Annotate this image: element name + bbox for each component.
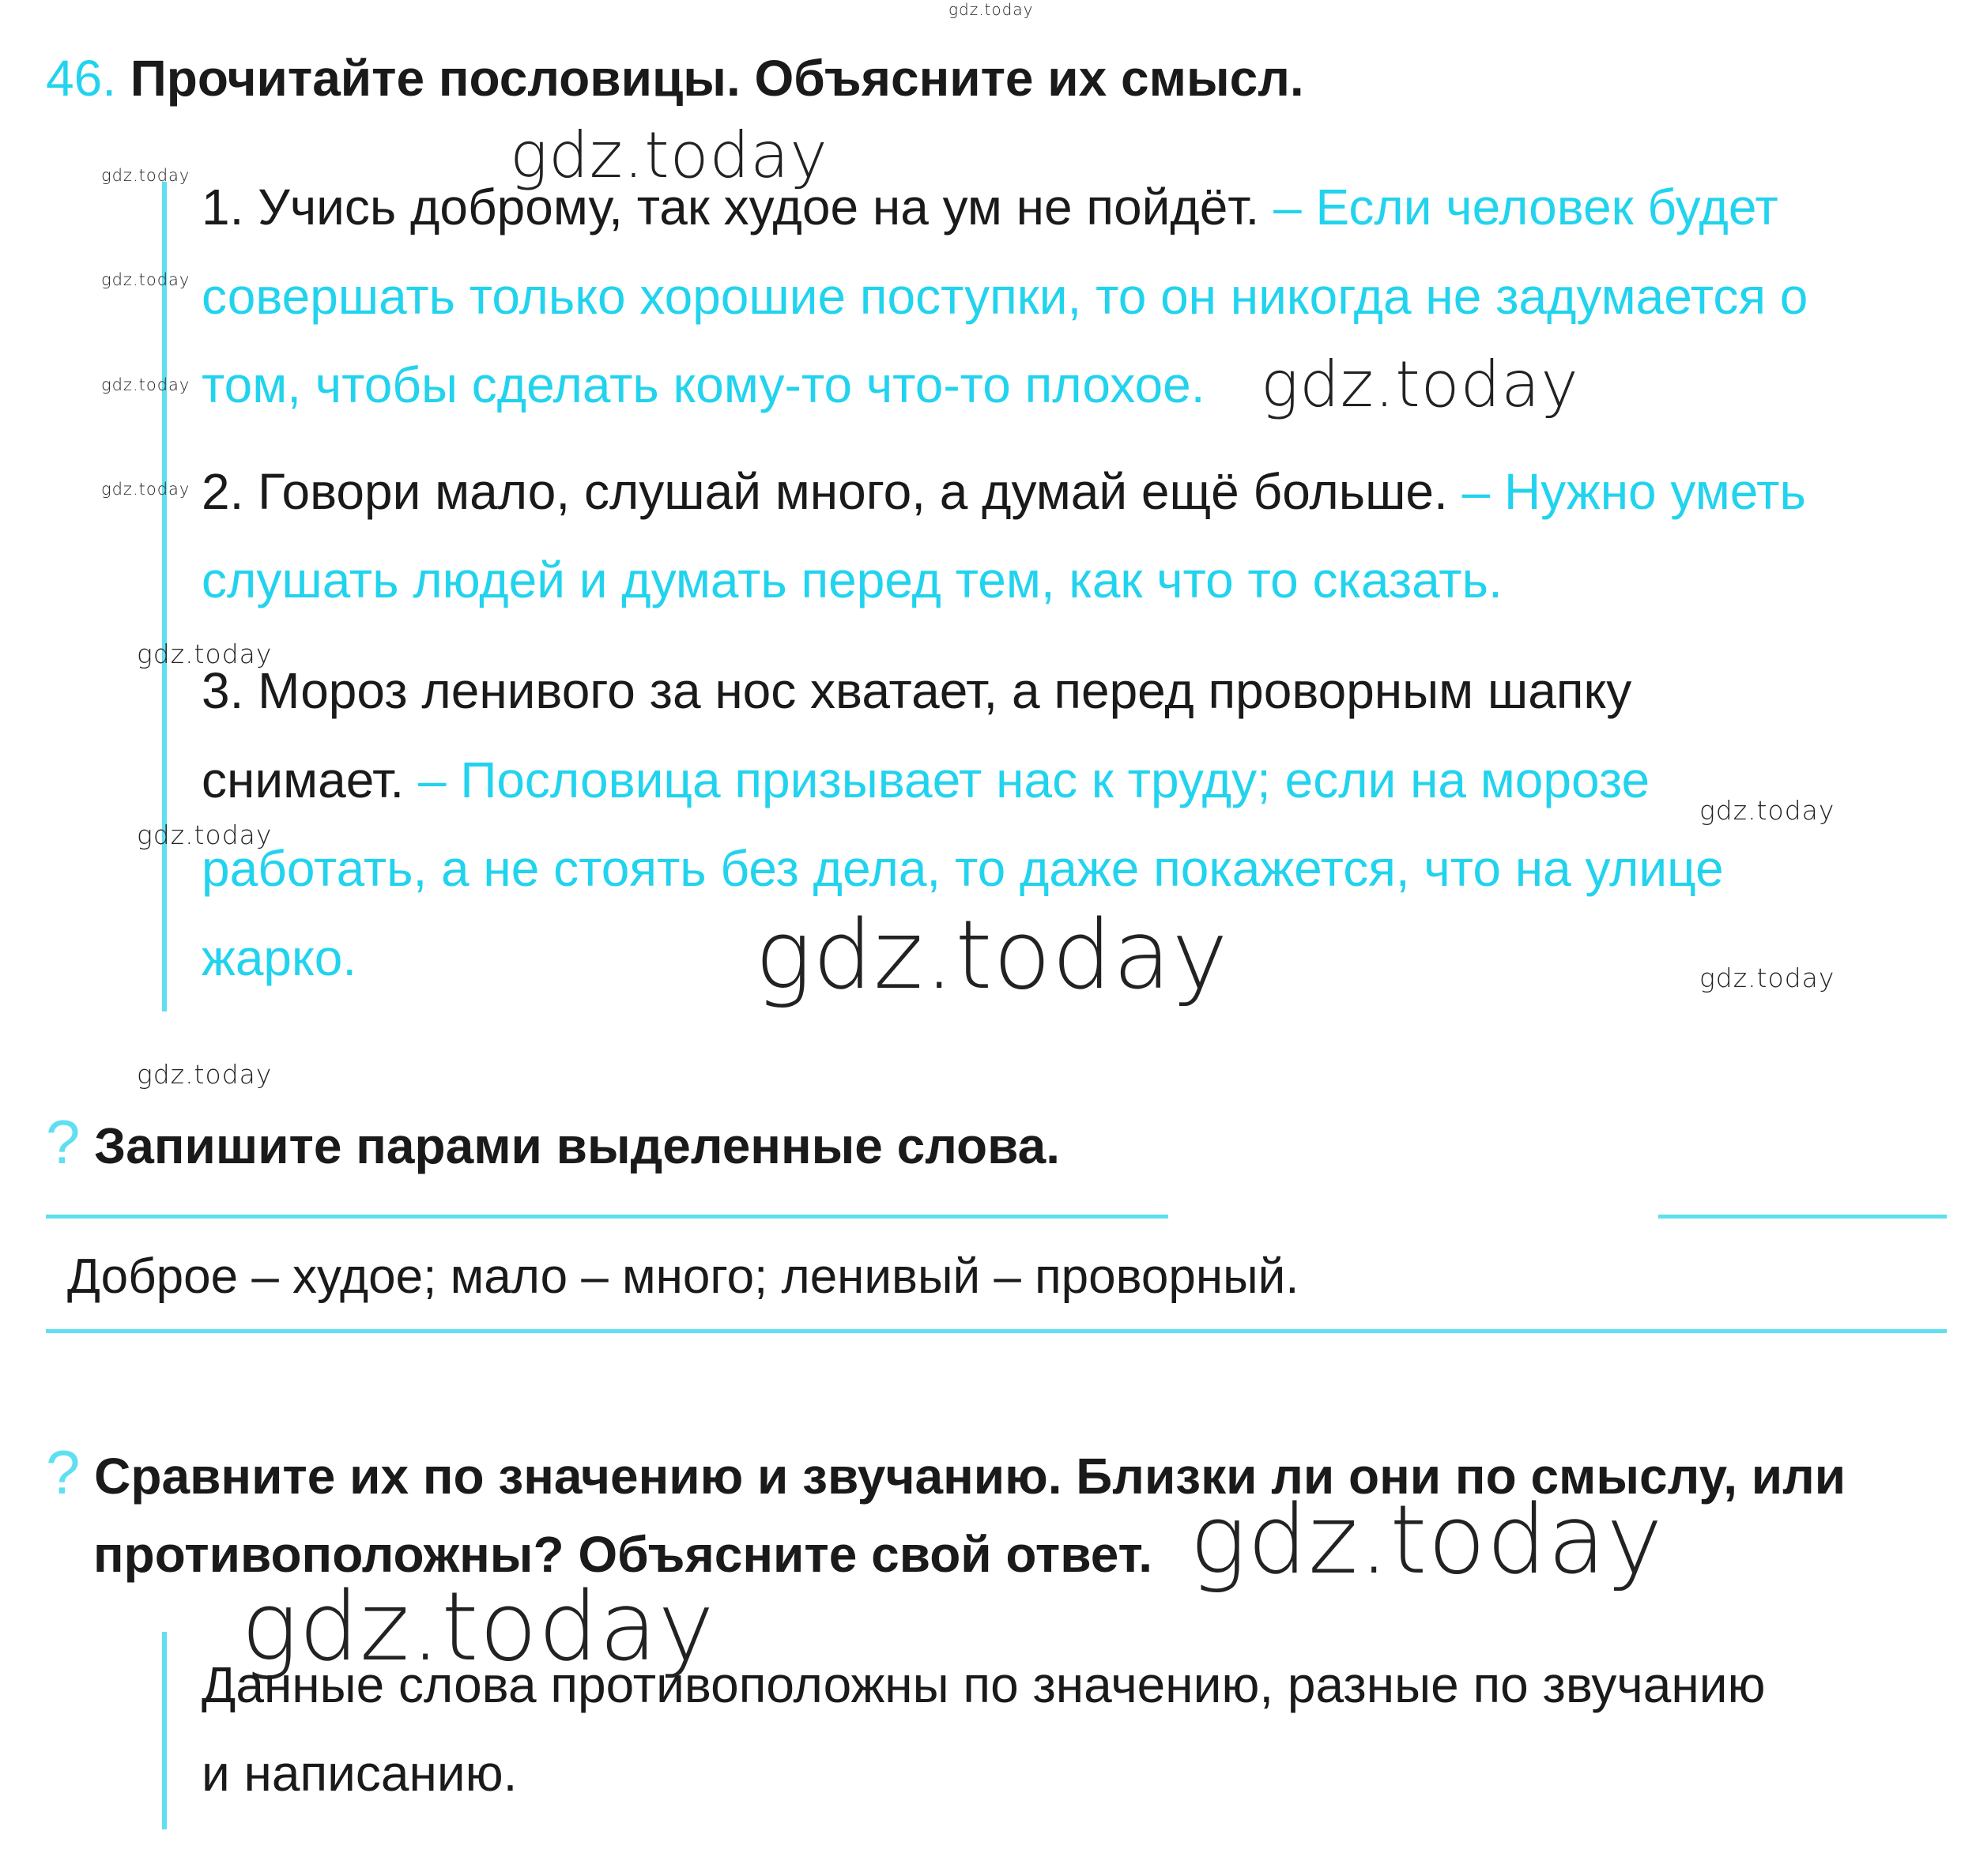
question-icon: ?	[46, 1107, 81, 1177]
answer-rule-bottom	[46, 1329, 1947, 1333]
task-title: Прочитайте пословицы. Объясните их смысл.	[130, 50, 1304, 107]
watermark-large: gdz.today	[1261, 348, 1579, 421]
watermark-small: gdz.today	[1699, 795, 1835, 826]
watermark-top: gdz.today	[948, 0, 1034, 19]
watermark-small: gdz.today	[101, 480, 190, 499]
watermark-large: gdz.today	[241, 1573, 715, 1682]
question-2-answer-line-2: и написанию.	[202, 1745, 518, 1802]
proverb-3-text-end: снимает.	[202, 752, 405, 808]
answer-bar	[162, 1632, 167, 1829]
answer-rule-top	[46, 1215, 1168, 1219]
watermark-small: gdz.today	[1699, 962, 1835, 993]
watermark-small: gdz.today	[101, 270, 190, 289]
proverb-1-text: 1. Учись доброму, так худое на ум не пойдёт.	[202, 179, 1260, 235]
question-1-text: Запишите парами выделенные слова.	[94, 1117, 1061, 1174]
watermark-small: gdz.today	[101, 375, 190, 394]
watermark-small: gdz.today	[137, 639, 273, 669]
proverb-2-answer: – Нужно уметь	[1461, 463, 1806, 520]
proverb-2-line-1	[202, 462, 1806, 521]
watermark-small: gdz.today	[137, 819, 273, 850]
watermark-large: gdz.today	[1190, 1486, 1664, 1595]
question-2-line-2: противоположны? Объясните свой ответ.	[93, 1526, 1152, 1583]
answer-rule-top-right	[1658, 1215, 1947, 1219]
watermark-small: gdz.today	[137, 1059, 273, 1090]
question-1-answer: Доброе – худое; мало – много; ленивый – проворный.	[67, 1249, 1299, 1304]
question-2-text: Сравните их по значению и звучанию. Близки ли они по смыслу, или	[94, 1448, 1846, 1505]
watermark-large: gdz.today	[510, 119, 828, 192]
proverb-1-answer: – Если человек будет	[1273, 179, 1778, 235]
proverb-2-text: 2. Говори мало, слушай много, а думай ещё больше.	[202, 463, 1448, 520]
proverb-3-line-1: 3. Мороз ленивого за нос хватает, а перед проворным шапку	[202, 662, 1632, 719]
proverb-3-answer-line-2: работать, а не стоять без дела, то даже покажется, что на улице	[202, 840, 1724, 897]
watermark-small: gdz.today	[101, 166, 190, 185]
question-icon: ?	[46, 1437, 81, 1507]
proverb-2-answer-line-2: слушать людей и думать перед тем, как что то сказать.	[202, 552, 1503, 608]
question-2-answer-line-1: Данные слова противоположны по значению, разные по звучанию	[202, 1656, 1766, 1713]
task-number: 46.	[46, 50, 116, 107]
task-header	[46, 49, 1304, 107]
proverb-1-answer-line-3: том, чтобы сделать кому-то что-то плохое.	[202, 356, 1205, 413]
watermark-large: gdz.today	[755, 901, 1229, 1011]
question-1	[46, 1106, 1060, 1178]
proverb-3-answer-line-3: жарко.	[202, 929, 357, 986]
proverb-3-line-2	[202, 751, 1650, 809]
proverb-3-answer: – Пословица призывает нас к труду; если на морозе	[417, 752, 1650, 808]
proverbs-bar	[162, 182, 167, 1011]
proverb-1-line-1	[202, 178, 1778, 236]
proverb-1-answer-line-2: совершать только хорошие поступки, то он никогда не задумается о	[202, 268, 1808, 325]
